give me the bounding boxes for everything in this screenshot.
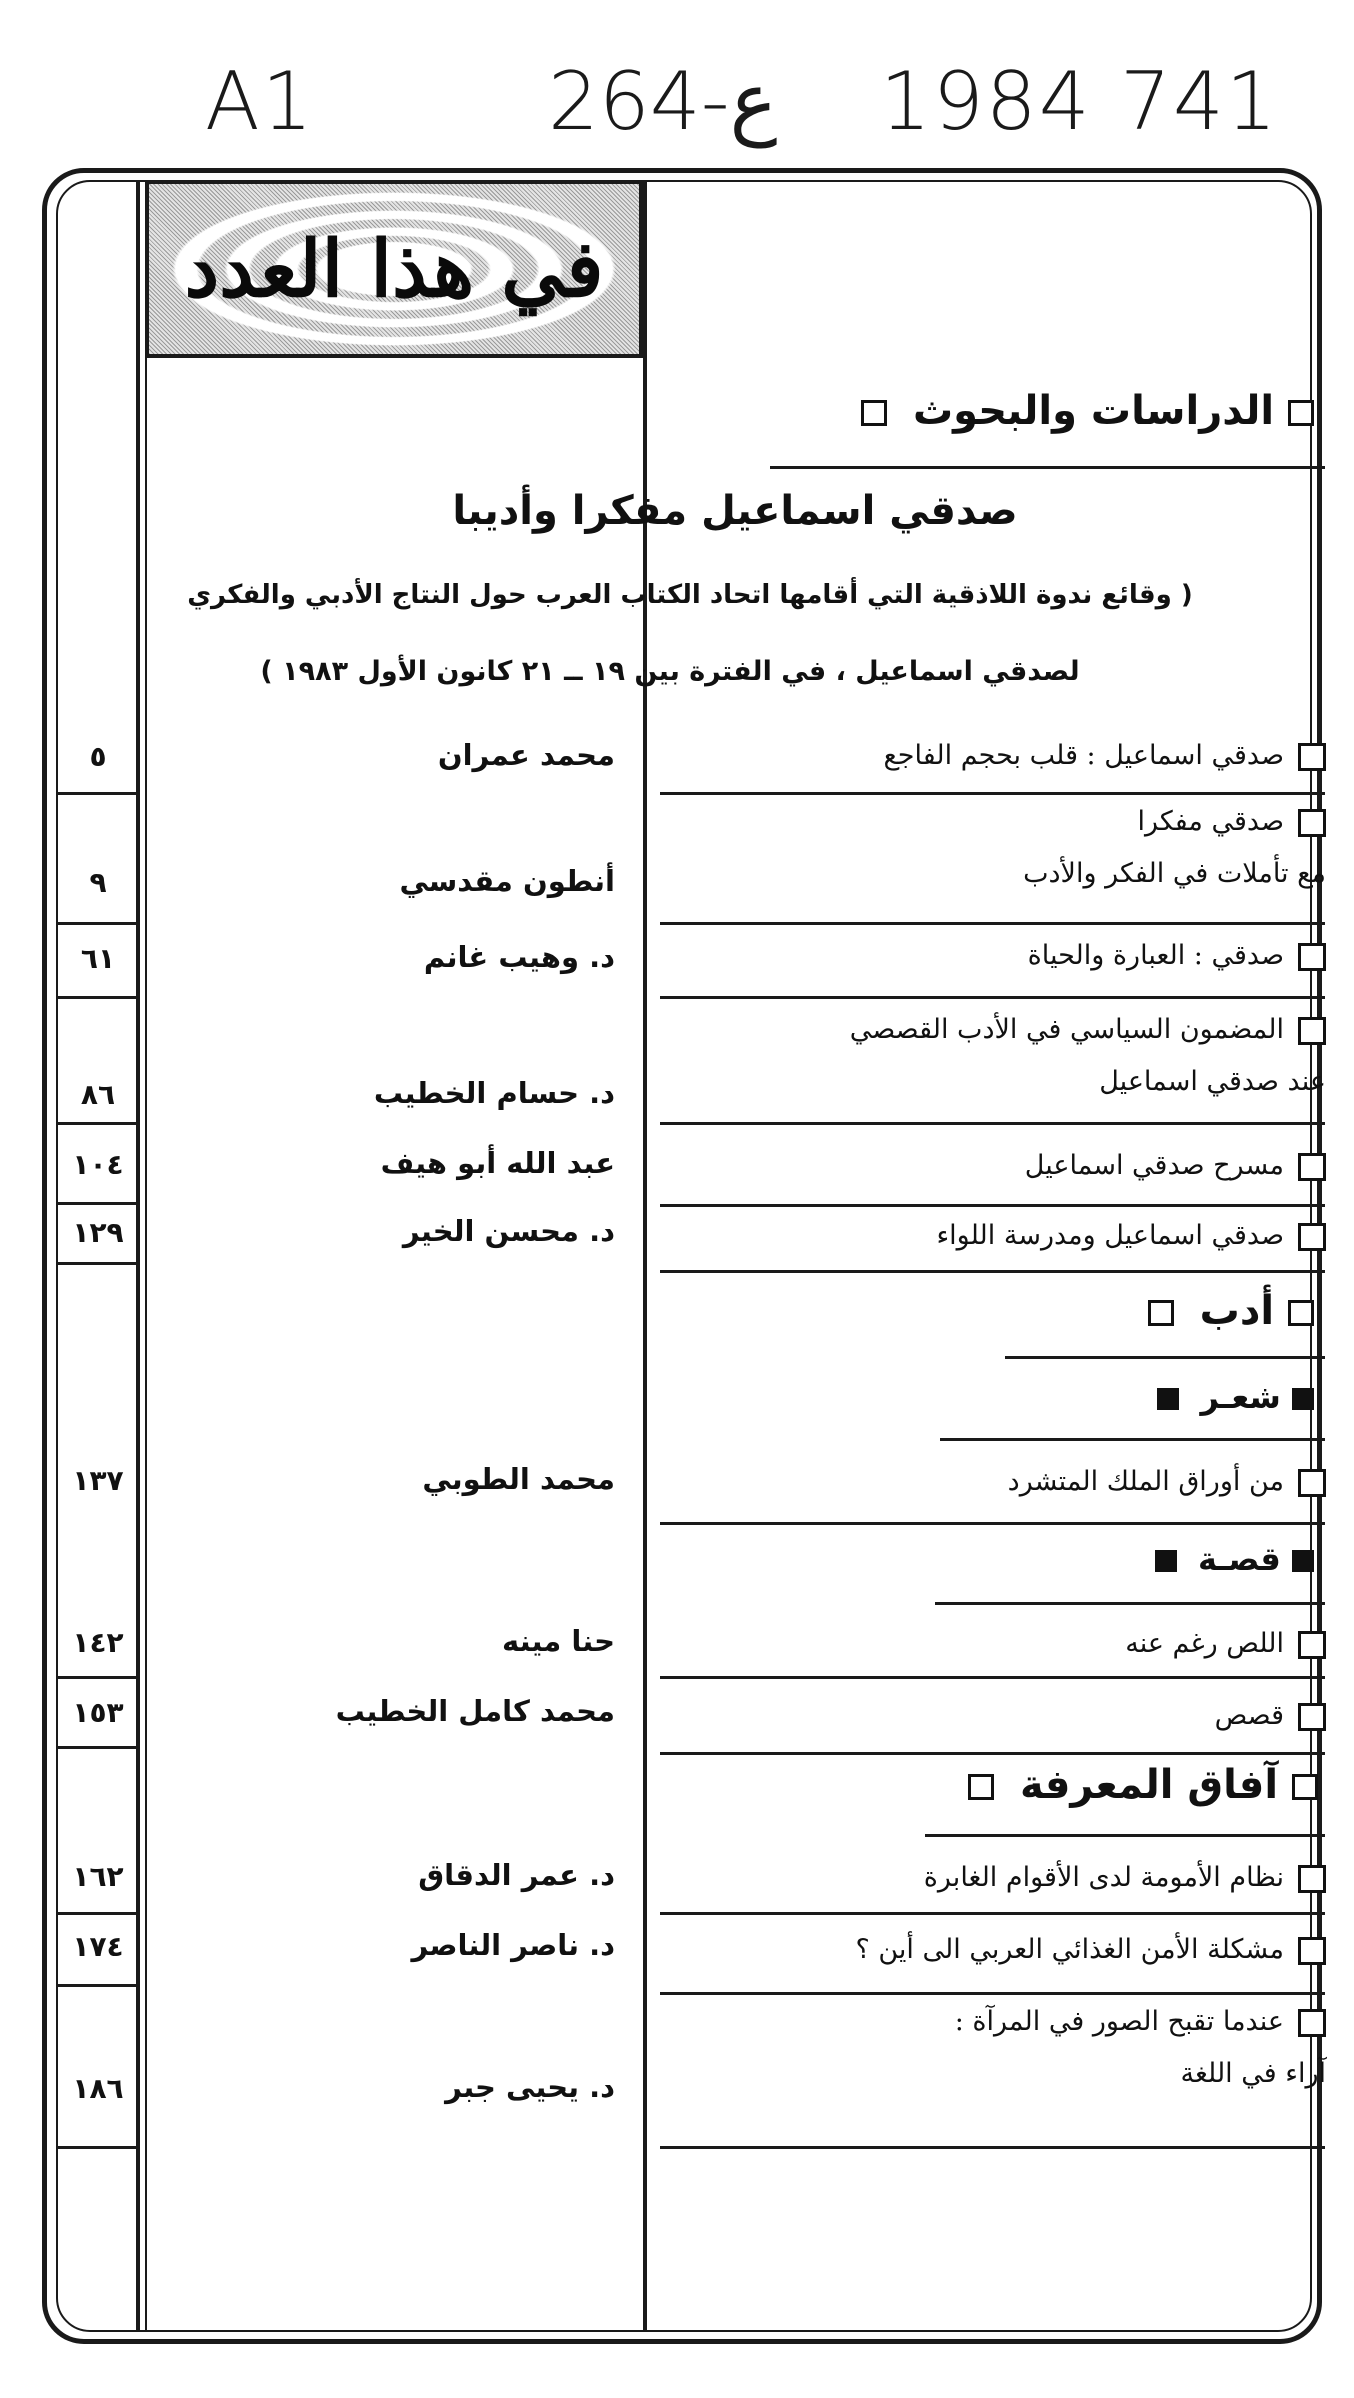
- entry-author: أنطون مقدسي: [399, 864, 615, 898]
- checkbox-icon: [1298, 1703, 1326, 1731]
- checkbox-icon: [1298, 1631, 1326, 1659]
- entry-divider: [660, 1912, 1325, 1915]
- entry-page: ١٣٧: [72, 1464, 124, 1497]
- entry-page: ٥: [89, 740, 107, 773]
- entry-page: ١٧٤: [72, 1930, 124, 1963]
- checkbox-icon: [1298, 943, 1326, 971]
- subsection-poetry-header: [1157, 1378, 1314, 1416]
- entry-author: محمد عمران: [437, 738, 615, 772]
- toc-entry[interactable]: [688, 1852, 1354, 1904]
- feature-description-line2: لصدقي اسماعيل ، في الفترة بين ١٩ ــ ٢١ كانون الأول ١٩٨٣ ): [260, 656, 1080, 687]
- issue-title: في هذا العدد: [184, 223, 604, 315]
- entry-title: من أوراق الملك المتشرد: [1007, 1466, 1284, 1497]
- entry-title: نظام الأمومة لدى الأقوام الغابرة: [923, 1862, 1284, 1893]
- entry-page: ٨٦: [80, 1078, 116, 1111]
- toc-entry[interactable]: [688, 1004, 1354, 1108]
- checkbox-icon: [861, 400, 887, 426]
- page-row-divider: [56, 1746, 140, 1749]
- entry-author: محمد الطوبي: [422, 1462, 615, 1496]
- section-horizons-header: [968, 1762, 1318, 1808]
- entry-title: صدقي اسماعيل : قلب بحجم الفاجع: [883, 740, 1284, 771]
- filled-square-icon: [1157, 1388, 1179, 1410]
- entry-page: ١٤٢: [72, 1626, 124, 1659]
- filled-square-icon: [1292, 1550, 1314, 1572]
- checkbox-icon: [1298, 1017, 1326, 1045]
- checkbox-icon: [1288, 1300, 1314, 1326]
- toc-entry[interactable]: [688, 1690, 1354, 1742]
- entry-author: د. ناصر الناصر: [411, 1928, 615, 1962]
- handwritten-issue-code: 264-ع: [548, 55, 778, 148]
- page-row-divider: [56, 2146, 140, 2149]
- entry-title: مسرح صدقي اسماعيل: [1024, 1150, 1284, 1181]
- section-underline: [770, 466, 1325, 469]
- section-underline: [925, 1834, 1325, 1837]
- page-row-divider: [56, 792, 140, 795]
- entry-title: صدقي اسماعيل ومدرسة اللواء: [936, 1220, 1284, 1251]
- page-column-divider: [136, 180, 140, 2332]
- entry-page: ١٨٦: [72, 2072, 124, 2105]
- toc-entry[interactable]: [688, 1140, 1354, 1192]
- filled-square-icon: [1155, 1550, 1177, 1572]
- entry-divider: [660, 922, 1325, 925]
- entry-title: عندما تقبح الصور في المرآة :: [954, 2006, 1284, 2037]
- page-row-divider: [56, 1202, 140, 1205]
- page-row-divider: [56, 1912, 140, 1915]
- page-row-divider: [56, 1122, 140, 1125]
- page-row-divider: [56, 922, 140, 925]
- entry-page: ٩: [89, 866, 107, 899]
- checkbox-icon: [1298, 1223, 1326, 1251]
- entry-title: المضمون السياسي في الأدب القصصي: [849, 1014, 1284, 1045]
- section-literature-header: [1148, 1288, 1314, 1334]
- handwritten-number: 741: [1120, 55, 1279, 148]
- entry-divider: [660, 2146, 1325, 2149]
- entry-title: اللص رغم عنه: [1125, 1628, 1284, 1659]
- toc-entry[interactable]: [688, 1996, 1354, 2100]
- entry-subtitle: آراء في اللغة: [1180, 2058, 1326, 2089]
- section-literature-label: أدب: [1199, 1288, 1275, 1334]
- entry-title: مشكلة الأمن الغذائي العربي الى أين ؟: [855, 1934, 1284, 1965]
- section-horizons-label: آفاق المعرفة: [1019, 1762, 1279, 1808]
- section-underline: [1005, 1356, 1325, 1359]
- entry-title: قصص: [1214, 1700, 1284, 1731]
- toc-entry[interactable]: [688, 1210, 1354, 1262]
- filled-square-icon: [1292, 1388, 1314, 1410]
- checkbox-icon: [1298, 1865, 1326, 1893]
- checkbox-icon: [1292, 1774, 1318, 1800]
- entry-subtitle: مع تأملات في الفكر والأدب: [1023, 858, 1326, 889]
- entry-divider: [660, 1752, 1325, 1755]
- subsection-poetry-label: شعـر: [1200, 1378, 1281, 1416]
- page-row-divider: [56, 1984, 140, 1987]
- handwritten-year: 1984: [880, 55, 1092, 148]
- entry-author: حنا مينه: [502, 1624, 615, 1658]
- toc-entry[interactable]: [688, 1456, 1354, 1508]
- checkbox-icon: [1298, 743, 1326, 771]
- entry-author: د. وهيب غانم: [423, 940, 615, 974]
- feature-description-line1: ( وقائع ندوة اللاذقية التي أقامها اتحاد الكتاب العرب حول النتاج الأدبي والفكري: [187, 580, 1193, 610]
- handwritten-code: A1: [205, 55, 315, 148]
- toc-entry[interactable]: [688, 1618, 1354, 1670]
- entry-divider: [660, 1992, 1325, 1995]
- section-studies-label: الدراسات والبحوث: [912, 388, 1275, 434]
- checkbox-icon: [1148, 1300, 1174, 1326]
- entry-divider: [660, 996, 1325, 999]
- page-column-divider-inner: [145, 180, 147, 2332]
- section-underline: [935, 1602, 1325, 1605]
- entry-page: ١٠٤: [72, 1148, 124, 1181]
- entry-divider: [660, 792, 1325, 795]
- toc-entry[interactable]: [688, 1924, 1354, 1976]
- section-studies-header: [861, 388, 1314, 434]
- entry-divider: [660, 1676, 1325, 1679]
- entry-title: صدقي : العبارة والحياة: [1027, 940, 1284, 971]
- toc-entry[interactable]: [688, 930, 1354, 982]
- page-row-divider: [56, 996, 140, 999]
- page-row-divider: [56, 1262, 140, 1265]
- checkbox-icon: [1298, 809, 1326, 837]
- checkbox-icon: [1298, 2009, 1326, 2037]
- entry-author: عبد الله أبو هيف: [380, 1146, 615, 1180]
- entry-page: ٦١: [80, 942, 116, 975]
- section-underline: [940, 1438, 1325, 1441]
- feature-title: صدقي اسماعيل مفكرا وأديبا: [452, 488, 1018, 534]
- checkbox-icon: [1298, 1469, 1326, 1497]
- entry-divider: [660, 1522, 1325, 1525]
- entry-title: صدقي مفكرا: [1137, 806, 1284, 837]
- entry-page: ١٥٣: [72, 1696, 124, 1729]
- checkbox-icon: [1288, 400, 1314, 426]
- entry-author: محمد كامل الخطيب: [335, 1694, 615, 1728]
- entry-subtitle: عند صدقي اسماعيل: [1099, 1066, 1326, 1097]
- entry-divider: [660, 1122, 1325, 1125]
- toc-entry[interactable]: [688, 730, 1354, 782]
- issue-title-box: [145, 180, 643, 358]
- checkbox-icon: [968, 1774, 994, 1800]
- entry-page: ١٦٢: [72, 1860, 124, 1893]
- entry-author: د. يحيى جبر: [445, 2070, 615, 2104]
- entry-divider: [660, 1204, 1325, 1207]
- entry-divider: [660, 1270, 1325, 1273]
- entry-author: د. عمر الدقاق: [418, 1858, 615, 1892]
- entry-author: د. محسن الخير: [402, 1214, 615, 1248]
- page-row-divider: [56, 1676, 140, 1679]
- subsection-story-label: قصـة: [1198, 1540, 1281, 1578]
- entry-author: د. حسام الخطيب: [373, 1076, 615, 1110]
- checkbox-icon: [1298, 1937, 1326, 1965]
- subsection-story-header: [1155, 1540, 1314, 1578]
- entry-page: ١٢٩: [72, 1216, 124, 1249]
- toc-entry[interactable]: [688, 796, 1354, 900]
- checkbox-icon: [1298, 1153, 1326, 1181]
